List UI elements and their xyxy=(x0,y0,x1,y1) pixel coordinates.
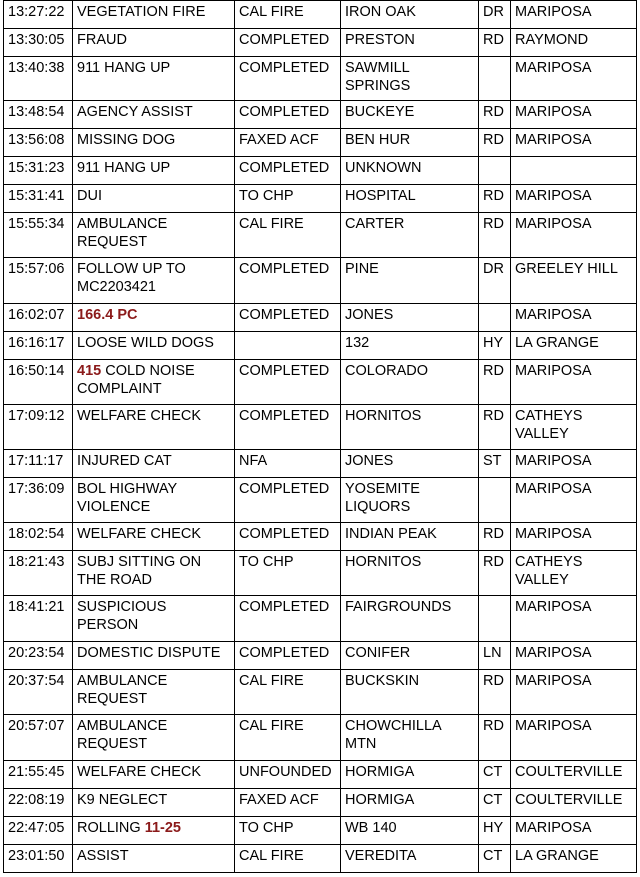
disposition-cell: UNFOUNDED xyxy=(235,761,341,789)
time-cell: 23:01:50 xyxy=(4,845,73,873)
call-type-cell xyxy=(73,185,235,213)
call-type-text: AMBULANCE REQUEST xyxy=(77,216,168,250)
table-row xyxy=(4,761,637,789)
time-cell: 22:47:05 xyxy=(4,817,73,845)
city-cell: MARIPOSA xyxy=(511,817,637,845)
call-type-cell xyxy=(73,845,235,873)
call-type-cell xyxy=(73,405,235,450)
street-cell: HORMIGA xyxy=(341,761,479,789)
time-cell: 18:02:54 xyxy=(4,523,73,551)
city-cell: MARIPOSA xyxy=(511,450,637,478)
street-cell: VEREDITA xyxy=(341,845,479,873)
disposition-cell: CAL FIRE xyxy=(235,1,341,29)
disposition-cell xyxy=(235,332,341,360)
call-type-text: INJURED CAT xyxy=(77,453,172,469)
table-row xyxy=(4,405,637,450)
street-suffix-cell xyxy=(479,304,511,332)
street-suffix-cell: CT xyxy=(479,845,511,873)
street-suffix-cell: RD xyxy=(479,29,511,57)
disposition-cell: COMPLETED xyxy=(235,29,341,57)
disposition-cell: COMPLETED xyxy=(235,478,341,523)
table-row xyxy=(4,596,637,642)
disposition-cell: TO CHP xyxy=(235,551,341,596)
time-cell: 17:11:17 xyxy=(4,450,73,478)
street-cell: PINE xyxy=(341,258,479,304)
call-log-body xyxy=(4,1,637,873)
disposition-cell: COMPLETED xyxy=(235,57,341,101)
call-type-cell xyxy=(73,1,235,29)
table-row xyxy=(4,642,637,670)
street-suffix-cell: RD xyxy=(479,551,511,596)
call-type-text: WELFARE CHECK xyxy=(77,764,202,780)
time-cell: 22:08:19 xyxy=(4,789,73,817)
call-type-text: AGENCY ASSIST xyxy=(77,104,193,120)
city-cell: MARIPOSA xyxy=(511,304,637,332)
disposition-cell: TO CHP xyxy=(235,817,341,845)
call-type-text: COLD NOISE COMPLAINT xyxy=(77,363,195,397)
street-cell: BUCKEYE xyxy=(341,101,479,129)
street-cell: JONES xyxy=(341,304,479,332)
call-type-cell xyxy=(73,101,235,129)
disposition-cell: FAXED ACF xyxy=(235,129,341,157)
city-cell: MARIPOSA xyxy=(511,101,637,129)
call-type-cell xyxy=(73,157,235,185)
city-cell xyxy=(511,157,637,185)
time-cell: 13:27:22 xyxy=(4,1,73,29)
call-type-text: WELFARE CHECK xyxy=(77,526,202,542)
call-type-cell xyxy=(73,29,235,57)
city-cell: MARIPOSA xyxy=(511,360,637,405)
street-suffix-cell xyxy=(479,478,511,523)
street-cell: SAWMILL SPRINGS xyxy=(341,57,479,101)
call-type-cell xyxy=(73,332,235,360)
call-type-text: FOLLOW UP TO MC2203421 xyxy=(77,261,186,295)
street-cell: IRON OAK xyxy=(341,1,479,29)
table-row xyxy=(4,1,637,29)
call-type-text: SUSPICIOUS PERSON xyxy=(77,599,167,633)
street-suffix-cell: RD xyxy=(479,405,511,450)
disposition-cell: COMPLETED xyxy=(235,101,341,129)
street-suffix-cell: CT xyxy=(479,761,511,789)
table-row xyxy=(4,29,637,57)
street-cell: PRESTON xyxy=(341,29,479,57)
city-cell: LA GRANGE xyxy=(511,845,637,873)
city-cell: COULTERVILLE xyxy=(511,761,637,789)
street-suffix-cell: RD xyxy=(479,129,511,157)
time-cell: 16:50:14 xyxy=(4,360,73,405)
time-cell: 20:23:54 xyxy=(4,642,73,670)
city-cell: MARIPOSA xyxy=(511,642,637,670)
call-code: 166.4 PC xyxy=(77,307,138,323)
time-cell: 17:09:12 xyxy=(4,405,73,450)
city-cell: COULTERVILLE xyxy=(511,789,637,817)
street-cell: HORMIGA xyxy=(341,789,479,817)
street-suffix-cell xyxy=(479,57,511,101)
call-type-cell xyxy=(73,213,235,258)
table-row xyxy=(4,360,637,405)
street-cell: 132 xyxy=(341,332,479,360)
table-row xyxy=(4,478,637,523)
table-row xyxy=(4,213,637,258)
street-suffix-cell: LN xyxy=(479,642,511,670)
street-cell: CARTER xyxy=(341,213,479,258)
street-suffix-cell: RD xyxy=(479,715,511,761)
call-type-text: DOMESTIC DISPUTE xyxy=(77,645,221,661)
call-type-cell xyxy=(73,642,235,670)
call-type-text: 911 HANG UP xyxy=(77,60,171,76)
time-cell: 20:57:07 xyxy=(4,715,73,761)
call-type-cell xyxy=(73,670,235,715)
time-cell: 20:37:54 xyxy=(4,670,73,715)
time-cell: 13:40:38 xyxy=(4,57,73,101)
street-suffix-cell: ST xyxy=(479,450,511,478)
disposition-cell: COMPLETED xyxy=(235,523,341,551)
call-type-text: ASSIST xyxy=(77,848,129,864)
street-cell: WB 140 xyxy=(341,817,479,845)
call-type-text: ROLLING xyxy=(77,820,141,836)
table-row xyxy=(4,789,637,817)
call-type-cell xyxy=(73,478,235,523)
time-cell: 15:55:34 xyxy=(4,213,73,258)
street-cell: CHOWCHILLA MTN xyxy=(341,715,479,761)
table-row xyxy=(4,551,637,596)
city-cell: GREELEY HILL xyxy=(511,258,637,304)
time-cell: 21:55:45 xyxy=(4,761,73,789)
table-row xyxy=(4,101,637,129)
street-cell: UNKNOWN xyxy=(341,157,479,185)
disposition-cell: CAL FIRE xyxy=(235,213,341,258)
call-type-text: AMBULANCE REQUEST xyxy=(77,673,168,707)
table-row xyxy=(4,57,637,101)
table-row xyxy=(4,304,637,332)
disposition-cell: TO CHP xyxy=(235,185,341,213)
street-suffix-cell: RD xyxy=(479,185,511,213)
call-type-text: SUBJ SITTING ON THE ROAD xyxy=(77,554,202,588)
call-type-text: VEGETATION FIRE xyxy=(77,4,206,20)
time-cell: 18:21:43 xyxy=(4,551,73,596)
call-code: 415 xyxy=(77,363,102,379)
call-type-cell xyxy=(73,450,235,478)
call-type-cell xyxy=(73,304,235,332)
time-cell: 16:02:07 xyxy=(4,304,73,332)
street-suffix-cell xyxy=(479,157,511,185)
table-row xyxy=(4,185,637,213)
street-suffix-cell: CT xyxy=(479,789,511,817)
table-row xyxy=(4,845,637,873)
street-suffix-cell: RD xyxy=(479,523,511,551)
disposition-cell: COMPLETED xyxy=(235,258,341,304)
disposition-cell: COMPLETED xyxy=(235,642,341,670)
call-type-cell xyxy=(73,715,235,761)
call-code: 11-25 xyxy=(144,820,181,836)
city-cell: MARIPOSA xyxy=(511,129,637,157)
city-cell: MARIPOSA xyxy=(511,670,637,715)
table-row xyxy=(4,332,637,360)
table-row xyxy=(4,817,637,845)
call-type-text: AMBULANCE REQUEST xyxy=(77,718,168,752)
city-cell: MARIPOSA xyxy=(511,57,637,101)
call-type-text: LOOSE WILD DOGS xyxy=(77,335,214,351)
street-suffix-cell: HY xyxy=(479,332,511,360)
city-cell: MARIPOSA xyxy=(511,185,637,213)
street-cell: COLORADO xyxy=(341,360,479,405)
street-suffix-cell: RD xyxy=(479,360,511,405)
call-type-text: K9 NEGLECT xyxy=(77,792,168,808)
table-row xyxy=(4,157,637,185)
call-type-cell xyxy=(73,789,235,817)
disposition-cell: NFA xyxy=(235,450,341,478)
street-cell: JONES xyxy=(341,450,479,478)
table-row xyxy=(4,715,637,761)
call-type-cell xyxy=(73,57,235,101)
city-cell: MARIPOSA xyxy=(511,523,637,551)
call-type-text: BOL HIGHWAY VIOLENCE xyxy=(77,481,177,515)
street-cell: FAIRGROUNDS xyxy=(341,596,479,642)
city-cell: MARIPOSA xyxy=(511,213,637,258)
call-type-cell xyxy=(73,360,235,405)
street-suffix-cell: HY xyxy=(479,817,511,845)
call-type-cell xyxy=(73,817,235,845)
table-row xyxy=(4,670,637,715)
disposition-cell: CAL FIRE xyxy=(235,715,341,761)
city-cell: LA GRANGE xyxy=(511,332,637,360)
call-type-cell xyxy=(73,523,235,551)
city-cell: MARIPOSA xyxy=(511,1,637,29)
call-type-cell xyxy=(73,761,235,789)
street-cell: INDIAN PEAK xyxy=(341,523,479,551)
call-type-text: WELFARE CHECK xyxy=(77,408,202,424)
call-type-cell xyxy=(73,596,235,642)
city-cell: MARIPOSA xyxy=(511,478,637,523)
disposition-cell: COMPLETED xyxy=(235,596,341,642)
city-cell: MARIPOSA xyxy=(511,596,637,642)
street-cell: BUCKSKIN xyxy=(341,670,479,715)
call-log-table xyxy=(3,0,637,873)
disposition-cell: COMPLETED xyxy=(235,360,341,405)
time-cell: 15:31:23 xyxy=(4,157,73,185)
city-cell: CATHEYS VALLEY xyxy=(511,405,637,450)
disposition-cell: CAL FIRE xyxy=(235,845,341,873)
city-cell: RAYMOND xyxy=(511,29,637,57)
call-type-text: FRAUD xyxy=(77,32,127,48)
call-type-cell xyxy=(73,129,235,157)
time-cell: 13:48:54 xyxy=(4,101,73,129)
disposition-cell: CAL FIRE xyxy=(235,670,341,715)
street-suffix-cell xyxy=(479,596,511,642)
street-suffix-cell: RD xyxy=(479,213,511,258)
disposition-cell: COMPLETED xyxy=(235,157,341,185)
call-type-text: MISSING DOG xyxy=(77,132,176,148)
street-cell: CONIFER xyxy=(341,642,479,670)
disposition-cell: FAXED ACF xyxy=(235,789,341,817)
table-row xyxy=(4,450,637,478)
table-row xyxy=(4,129,637,157)
street-cell: HORNITOS xyxy=(341,551,479,596)
time-cell: 13:56:08 xyxy=(4,129,73,157)
disposition-cell: COMPLETED xyxy=(235,304,341,332)
call-type-text: DUI xyxy=(77,188,102,204)
street-cell: HOSPITAL xyxy=(341,185,479,213)
street-cell: BEN HUR xyxy=(341,129,479,157)
street-suffix-cell: RD xyxy=(479,670,511,715)
table-row xyxy=(4,258,637,304)
time-cell: 15:31:41 xyxy=(4,185,73,213)
time-cell: 15:57:06 xyxy=(4,258,73,304)
time-cell: 13:30:05 xyxy=(4,29,73,57)
call-type-cell xyxy=(73,551,235,596)
call-type-text: 911 HANG UP xyxy=(77,160,171,176)
street-cell: YOSEMITE LIQUORS xyxy=(341,478,479,523)
street-suffix-cell: RD xyxy=(479,101,511,129)
call-type-cell xyxy=(73,258,235,304)
time-cell: 16:16:17 xyxy=(4,332,73,360)
city-cell: MARIPOSA xyxy=(511,715,637,761)
disposition-cell: COMPLETED xyxy=(235,405,341,450)
table-row xyxy=(4,523,637,551)
street-suffix-cell: DR xyxy=(479,1,511,29)
time-cell: 17:36:09 xyxy=(4,478,73,523)
time-cell: 18:41:21 xyxy=(4,596,73,642)
street-suffix-cell: DR xyxy=(479,258,511,304)
street-cell: HORNITOS xyxy=(341,405,479,450)
city-cell: CATHEYS VALLEY xyxy=(511,551,637,596)
